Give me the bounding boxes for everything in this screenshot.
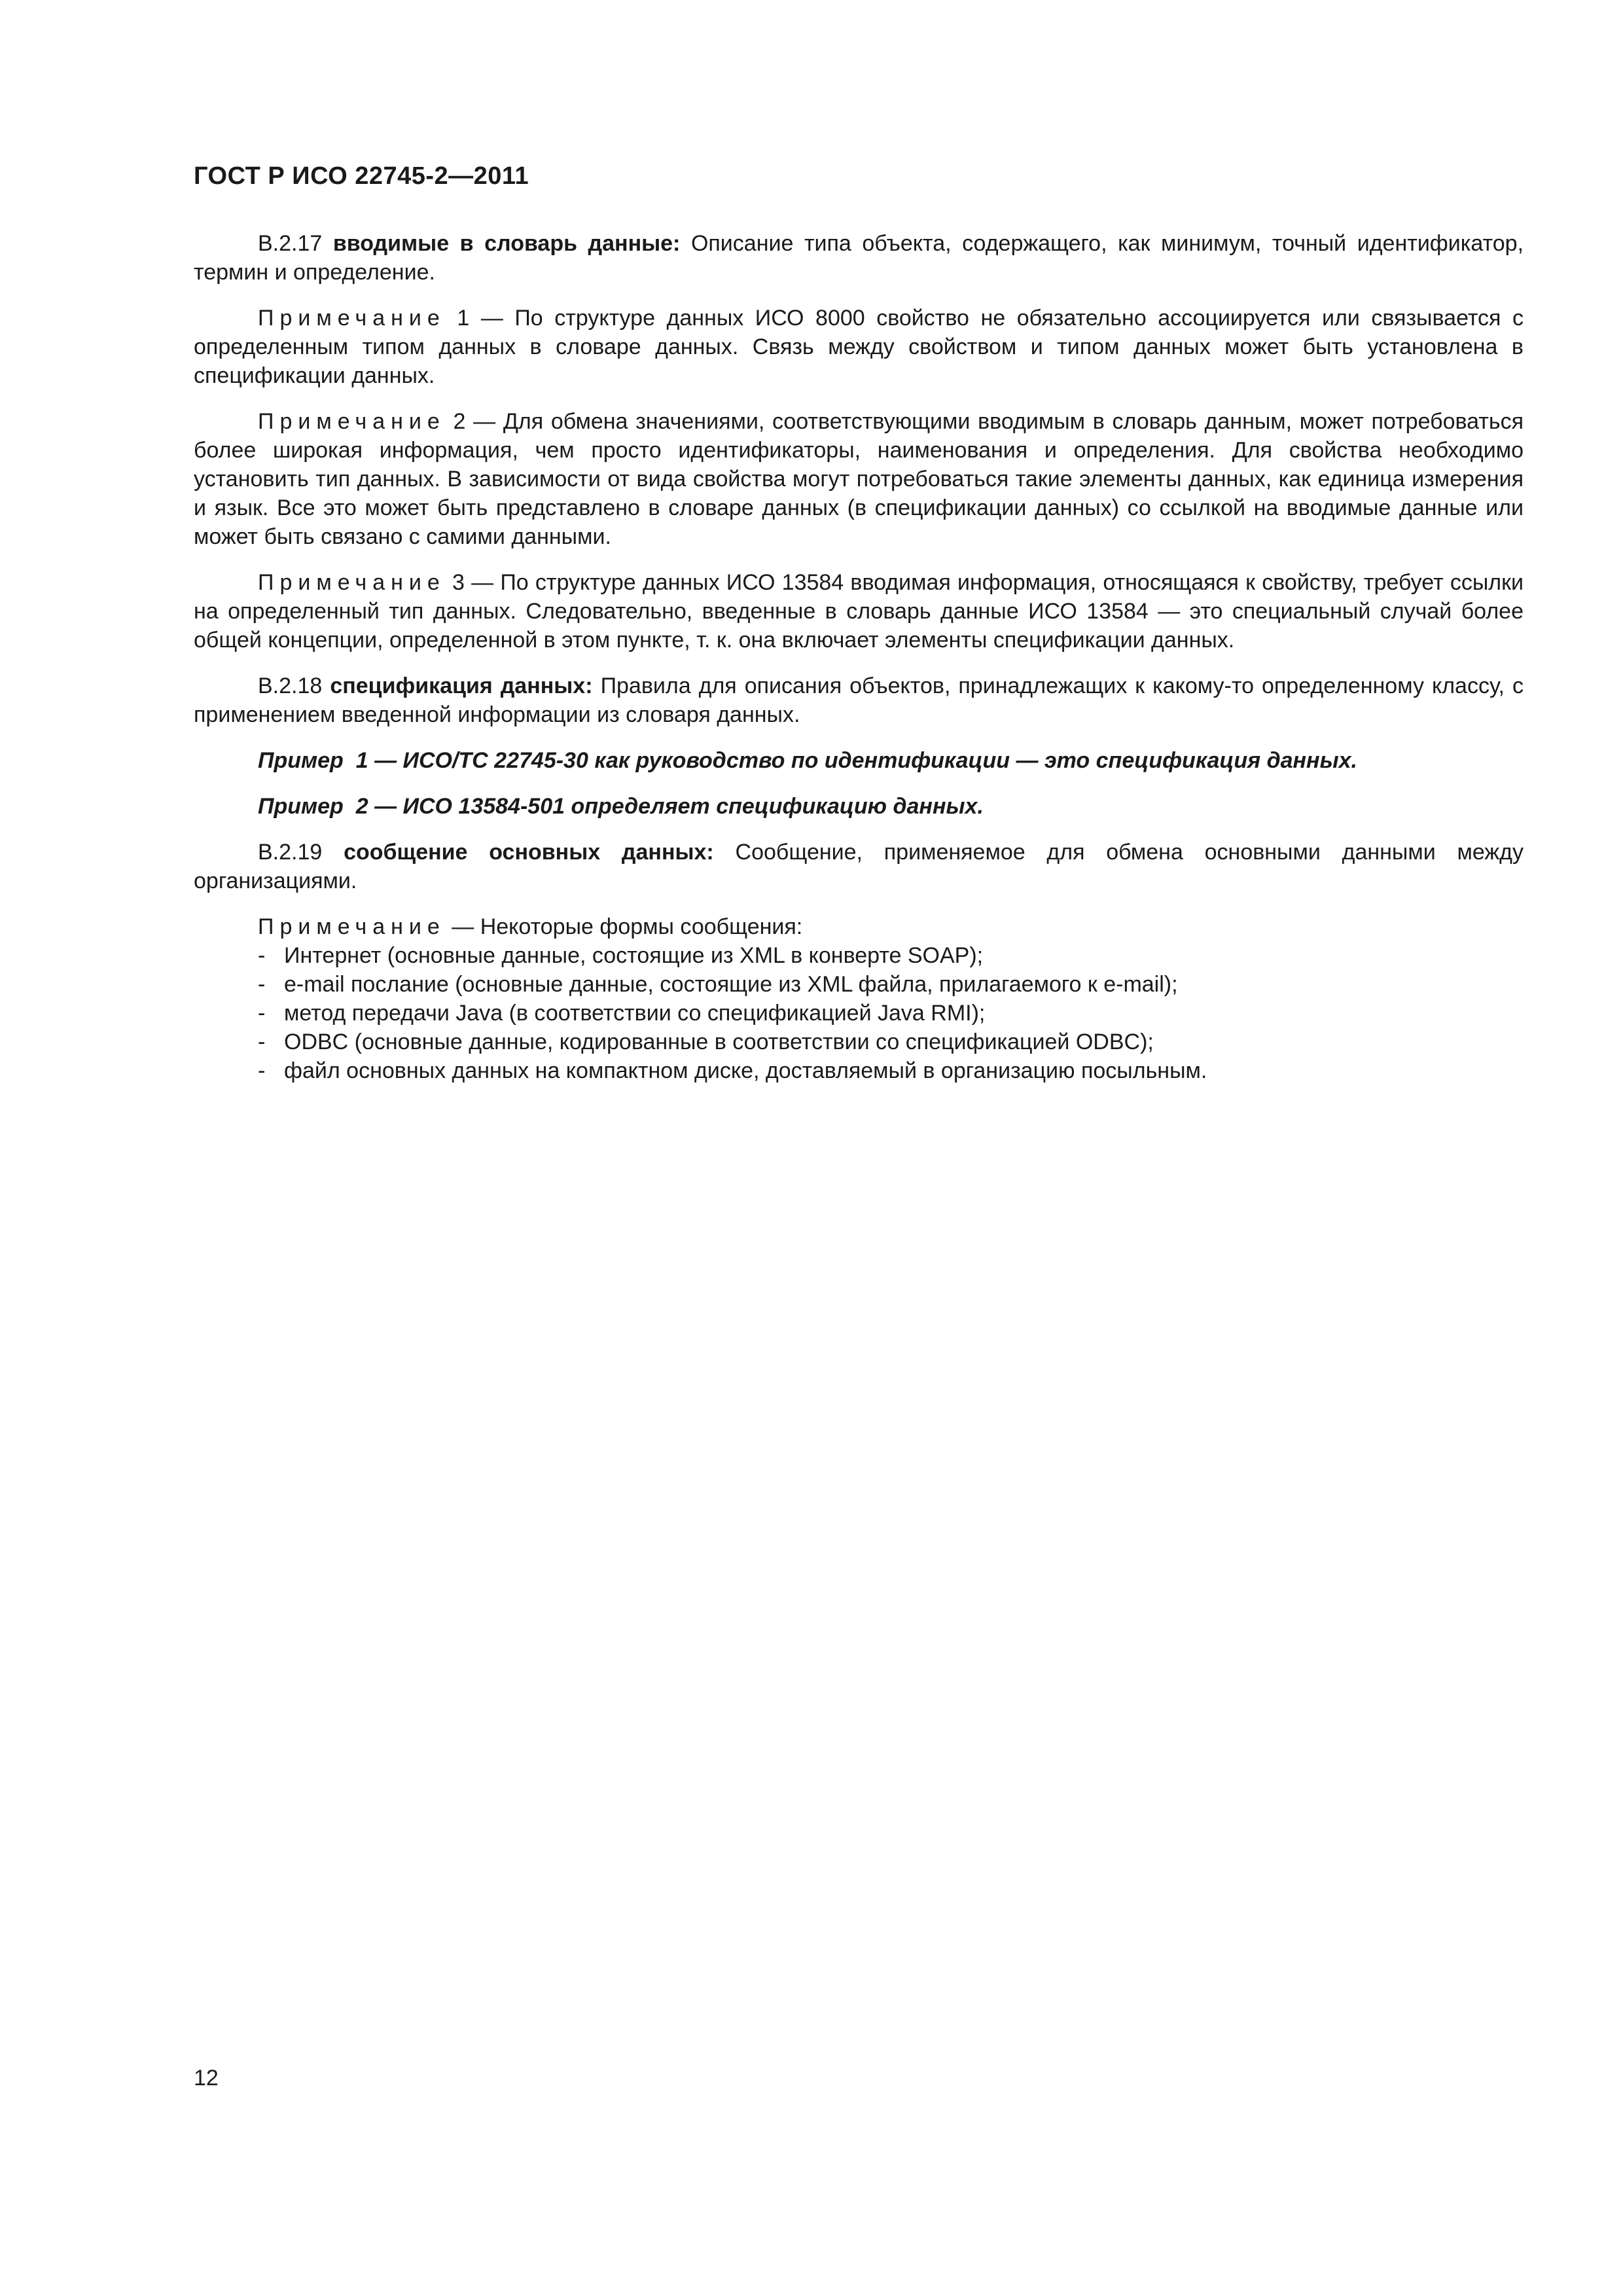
list-item-text: e-mail послание (основные данные, состоящие из XML файла, прилагаемого к e-mail); — [284, 972, 1178, 997]
page-number: 12 — [194, 2066, 219, 2090]
clause-b-2-18 — [194, 672, 1524, 729]
list-item — [194, 941, 1524, 970]
list-item-text: ODBC (основные данные, кодированные в соответствии со спецификацией ODBC); — [284, 1030, 1154, 1054]
clause-number: B.2.18 — [258, 673, 323, 698]
clause-b-2-17 — [194, 229, 1524, 287]
clause-term: сообщение основных данных: — [344, 840, 714, 865]
list-item-text: Интернет (основные данные, состоящие из XML в конверте SOAP); — [284, 943, 984, 968]
note-label: Примечание — [258, 306, 446, 331]
document-body — [194, 229, 1524, 1085]
note-text: — По структуре данных ИСО 8000 свойство не обязательно ассоциируется или связывается с определенным типом данных в словаре данных. Связь между свойством и типом данных может быть установлена в спецификации данных. — [194, 306, 1524, 388]
list-marker: - — [258, 972, 266, 997]
clause-term: вводимые в словарь данные: — [332, 231, 681, 256]
note-message-forms — [194, 912, 1524, 941]
clause-definition: Правила для описания объектов, принадлежащих к какому-то определенному классу, с применением введенной информации из словаря данных. — [194, 673, 1524, 727]
list-marker: - — [258, 1030, 266, 1054]
note-label: Примечание — [258, 409, 446, 434]
note-number: 3 — [452, 570, 465, 595]
example-2: Пример 2 — ИСО 13584-501 определяет спецификацию данных. — [258, 794, 984, 819]
document-header-title: ГОСТ Р ИСО 22745-2—2011 — [194, 162, 529, 190]
list-item — [194, 1056, 1524, 1085]
note-number: 1 — [457, 306, 470, 331]
note-text: — Некоторые формы сообщения: — [452, 914, 803, 939]
clause-term: спецификация данных: — [330, 673, 593, 698]
list-item — [194, 999, 1524, 1028]
note-number: 2 — [453, 409, 466, 434]
list-item — [194, 1028, 1524, 1056]
list-item-text: файл основных данных на компактном диске, доставляемый в организацию посыльным. — [284, 1058, 1207, 1083]
clause-definition: Сообщение, применяемое для обмена основными данными между организациями. — [194, 840, 1524, 893]
clause-number: B.2.17 — [258, 231, 323, 256]
list-marker: - — [258, 943, 266, 968]
message-forms-list — [194, 941, 1524, 1085]
list-marker: - — [258, 1001, 266, 1026]
note-1 — [194, 304, 1524, 390]
note-3 — [194, 568, 1524, 655]
note-label: Примечание — [258, 914, 446, 939]
note-text: — По структуре данных ИСО 13584 вводимая информация, относящаяся к свойству, требует ссылки на определенный тип данных. Следовательно, введенные в словарь данные ИСО 13584 — это специальный случай более общей концепции, определенной в этом пункте, т. к. она включает элементы спецификации данных. — [194, 570, 1524, 653]
clause-definition: Описание типа объекта, содержащего, как минимум, точный идентификатор, термин и определение. — [194, 231, 1524, 285]
note-label: Примечание — [258, 570, 446, 595]
list-marker: - — [258, 1058, 266, 1083]
note-text: — Для обмена значениями, соответствующими вводимым в словарь данным, может потребоваться более широкая информация, чем просто идентификаторы, наименования и определения. Для свойства необходимо установить тип данных. В зависимости от вида свойства могут потребоваться такие элементы данных, как единица измерения и язык. Все это может быть представлено в словаре данных (в спецификации данных) со ссылкой на вводимые данные или может быть связано с самими данными. — [194, 409, 1524, 549]
note-2 — [194, 407, 1524, 551]
clause-b-2-19 — [194, 838, 1524, 895]
clause-number: B.2.19 — [258, 840, 323, 865]
list-item — [194, 970, 1524, 999]
example-1: Пример 1 — ИСО/ТС 22745-30 как руководство по идентификации — это спецификация данных. — [258, 748, 1357, 773]
list-item-text: метод передачи Java (в соответствии со спецификацией Java RMI); — [284, 1001, 986, 1026]
